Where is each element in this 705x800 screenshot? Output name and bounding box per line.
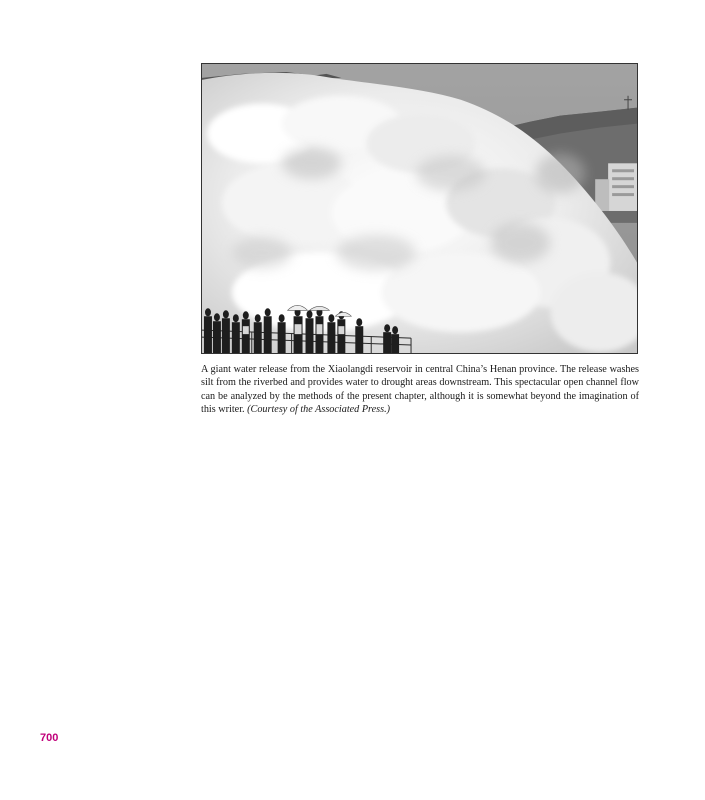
page-number: 700 [40, 732, 59, 744]
photo-image [202, 64, 637, 353]
caption-credit: (Courtesy of the Associated Press.) [247, 404, 391, 416]
caption-text: A giant water release from the Xiaolangdi reservoir in central China’s Henan province. The release washes silt from the riverbed and provides water to drought areas downstream. This spectacular open channel flow can be analyzed by the methods of the present chapter, although it is somewhat beyond the imagination of this writer. [201, 364, 639, 416]
figure-caption [201, 363, 639, 417]
waterfall-photograph [201, 63, 638, 354]
